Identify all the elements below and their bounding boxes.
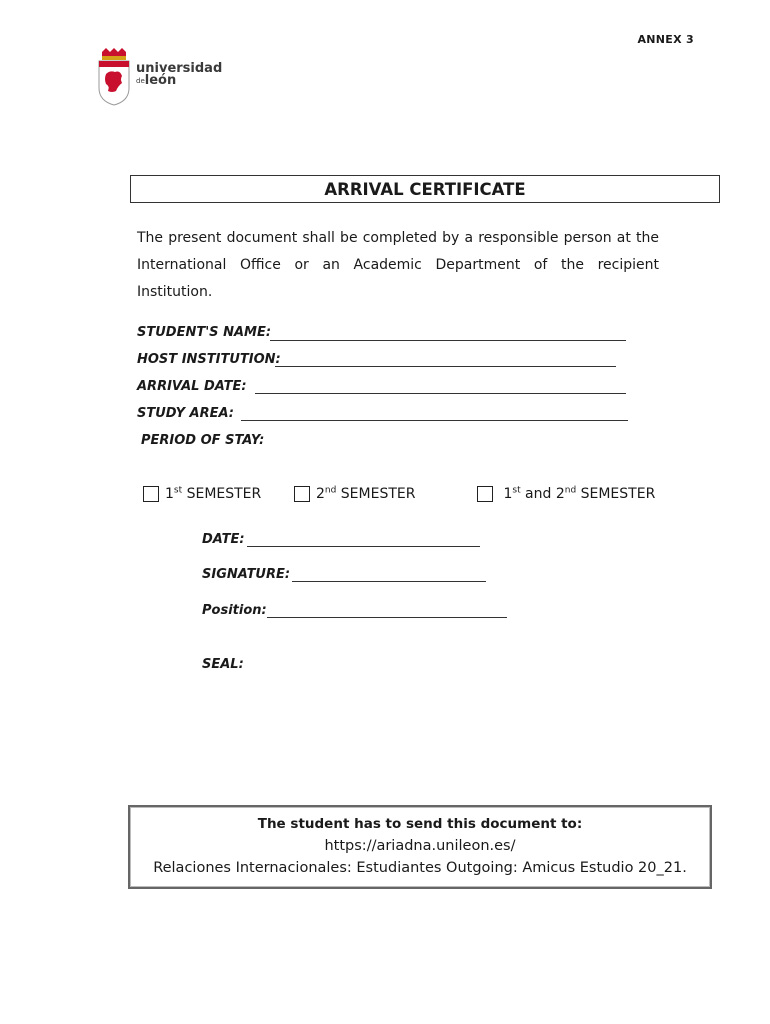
first-semester-checkbox[interactable] — [143, 486, 159, 502]
signature-line[interactable] — [292, 581, 486, 582]
university-logo — [96, 48, 226, 106]
logo-wordmark — [136, 63, 222, 87]
study-area-line[interactable] — [241, 420, 628, 421]
host-institution-label: HOST INSTITUTION: — [137, 352, 281, 367]
date-label: DATE: — [202, 532, 245, 547]
document-title: ARRIVAL CERTIFICATE — [130, 175, 720, 203]
logo-line-1: universidad — [136, 61, 223, 76]
date-line[interactable] — [247, 546, 480, 547]
both-semesters-label: 1st and 2nd SEMESTER — [503, 485, 656, 502]
second-semester-label: 2nd SEMESTER — [316, 485, 416, 502]
second-semester-checkbox[interactable] — [294, 486, 310, 502]
intro-paragraph: The present document shall be completed by a responsible person at the International Office or an Academic Department of the recipient Institution. — [137, 230, 659, 300]
logo-line-2 — [136, 73, 176, 88]
study-area-label: STUDY AREA: — [137, 406, 234, 421]
position-label: Position: — [202, 603, 267, 618]
submission-title: The student has to send this document to: — [257, 816, 583, 832]
logo-de: de — [136, 77, 145, 85]
submission-path: Relaciones Internacionales: Estudiantes Outgoing: Amicus Estudio 20_21. — [153, 860, 687, 876]
logo-leon: león — [144, 73, 177, 88]
arrival-date-label: ARRIVAL DATE: — [137, 379, 247, 394]
first-semester-label: 1st SEMESTER — [165, 485, 262, 502]
both-semesters-checkbox[interactable] — [477, 486, 493, 502]
second-semester-option[interactable] — [294, 486, 415, 502]
submission-info-box — [128, 805, 712, 889]
student-name-line[interactable] — [270, 340, 626, 341]
both-semesters-option[interactable] — [477, 486, 655, 502]
signature-label: SIGNATURE: — [202, 567, 291, 582]
first-semester-option[interactable] — [143, 486, 261, 502]
submission-url[interactable]: https://ariadna.unileon.es/ — [324, 838, 516, 854]
student-name-label: STUDENT'S NAME: — [137, 325, 272, 340]
period-of-stay-label: PERIOD OF STAY: — [141, 433, 265, 448]
host-institution-line[interactable] — [275, 366, 616, 367]
annex-label: ANNEX 3 — [637, 33, 694, 46]
arrival-date-line[interactable] — [255, 393, 626, 394]
crest-icon — [96, 48, 132, 106]
position-line[interactable] — [267, 617, 507, 618]
seal-label: SEAL: — [202, 657, 244, 672]
